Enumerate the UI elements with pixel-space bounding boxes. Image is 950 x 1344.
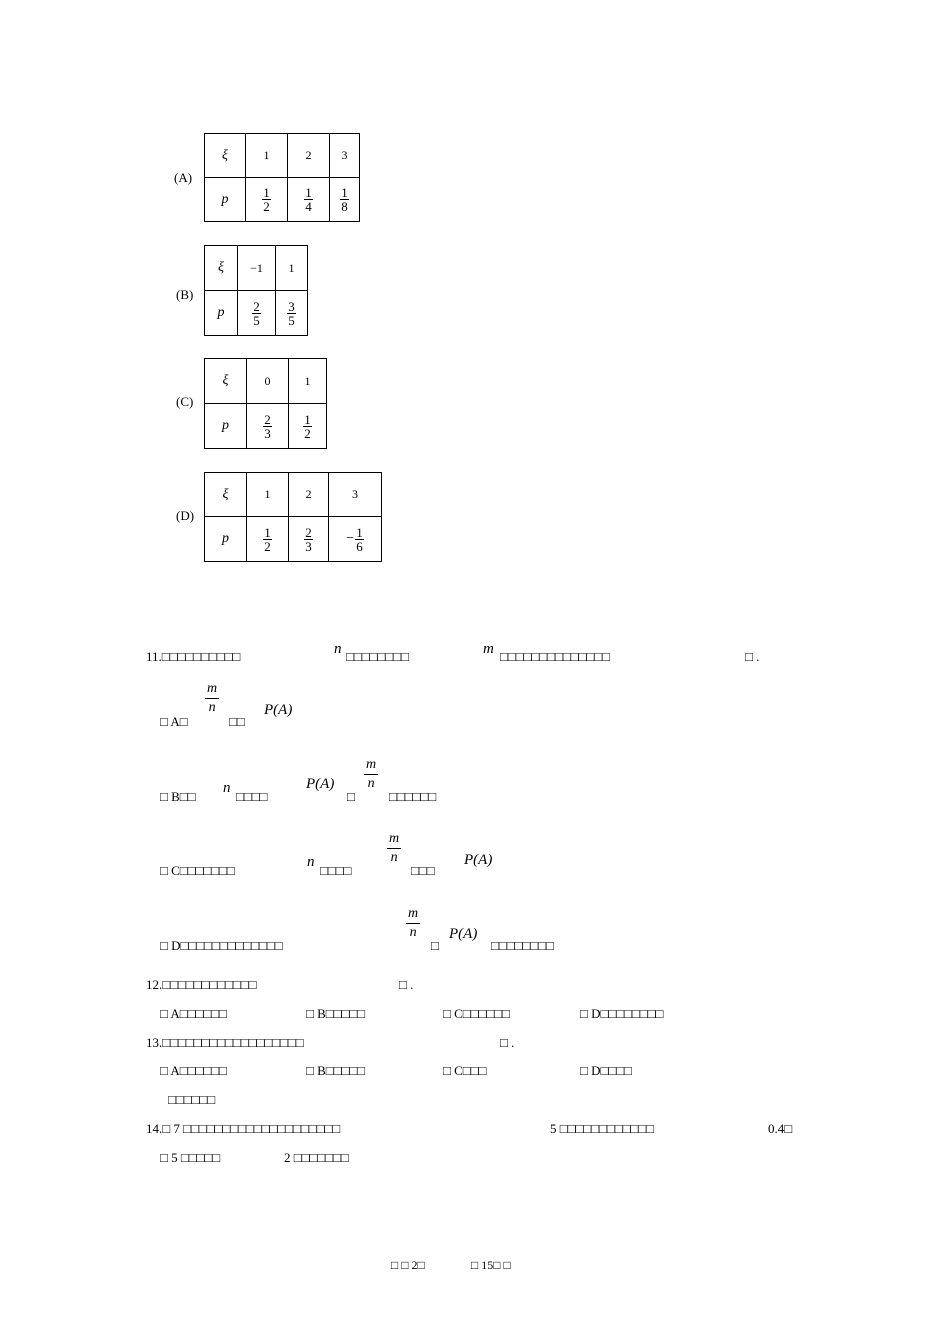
option-label-b: (B): [176, 287, 194, 302]
q14-stem-part: 0.4□: [768, 1121, 793, 1136]
q11-stem-end: □ .: [745, 649, 760, 664]
q13-stem: 13.□□□□□□□□□□□□□□□□□□: [146, 1035, 304, 1050]
value-cell: 2: [288, 134, 330, 178]
fraction-m-over-n: $\frac{m}{n}$: [408, 906, 419, 940]
value-cell: 1: [247, 473, 289, 517]
prob-cell: [238, 291, 276, 336]
fraction: $\frac{1}{6}$: [356, 524, 363, 554]
q14-line2-part: 2 □□□□□□□: [284, 1150, 349, 1165]
q14-line2: □ 5 □□□□□: [160, 1150, 221, 1165]
q11-stem: 11.□□□□□□□□□□: [146, 649, 241, 664]
q12-option-c: □ C□□□□□□: [443, 1006, 510, 1021]
q11-option-b-part: □□□□□□: [389, 789, 437, 804]
xi-header: ξ: [205, 473, 247, 517]
q14-stem: 14.□ 7 □□□□□□□□□□□□□□□□□□□□: [146, 1121, 341, 1136]
xi-header: ξ: [205, 359, 247, 404]
q11-option-a: □ A□: [160, 714, 188, 729]
q11-option-b-part: □□□□: [236, 789, 268, 804]
math-n: n: [307, 854, 315, 870]
value-cell: 1: [289, 359, 327, 404]
math-n: n: [334, 641, 342, 657]
q11-option-d-part: □□□□□□□□: [491, 938, 554, 953]
q12-stem-end: □ .: [399, 977, 414, 992]
value-cell: 3: [329, 473, 382, 517]
math-pa: P(A): [449, 926, 478, 942]
q12-option-a: □ A□□□□□□: [160, 1006, 227, 1021]
math-m: m: [483, 641, 494, 657]
math-pa: P(A): [264, 702, 293, 718]
page-total: □ 15□ □: [471, 1258, 511, 1272]
fraction: $\frac{1}{2}$: [304, 411, 311, 441]
xi-header: ξ: [205, 246, 238, 291]
p-header: p: [205, 517, 247, 562]
option-label-c: (C): [176, 394, 194, 409]
prob-cell: [289, 517, 329, 562]
q11-option-a-part: □□: [229, 714, 245, 729]
prob-cell: [288, 178, 330, 222]
q13-option-d-continued: □□□□□□: [168, 1092, 216, 1107]
fraction: $\frac{2}{3}$: [305, 524, 312, 554]
prob-cell: [276, 291, 308, 336]
q13-option-d: □ D□□□□: [580, 1063, 632, 1078]
q11-stem-part: □□□□□□□□: [346, 649, 409, 664]
q12-stem: 12.□□□□□□□□□□□□: [146, 977, 257, 992]
prob-cell: [289, 404, 327, 449]
value-cell: 0: [247, 359, 289, 404]
q11-option-d-part: □: [431, 938, 439, 953]
distribution-table-a: [204, 133, 360, 222]
prob-cell: [246, 178, 288, 222]
value-cell: 1: [276, 246, 308, 291]
q13-option-c: □ C□□□: [443, 1063, 487, 1078]
prob-cell: [330, 178, 360, 222]
fraction: $\frac{1}{2}$: [264, 524, 271, 554]
negative-sign: −: [346, 531, 355, 546]
value-cell: 1: [246, 134, 288, 178]
option-label-d: (D): [176, 508, 195, 523]
math-pa: P(A): [464, 852, 493, 868]
fraction: $\frac{1}{4}$: [305, 185, 312, 214]
xi-header: ξ: [205, 134, 246, 178]
distribution-table-c: [204, 358, 327, 449]
q14-stem-part: 5 □□□□□□□□□□□□: [550, 1121, 654, 1136]
q12-option-b: □ B□□□□□: [306, 1006, 366, 1021]
q12-option-d: □ D□□□□□□□□: [580, 1006, 664, 1021]
fraction: $\frac{2}{3}$: [264, 411, 271, 441]
value-cell: −1: [238, 246, 276, 291]
math-pa: P(A): [306, 776, 335, 792]
q13-option-b: □ B□□□□□: [306, 1063, 366, 1078]
prob-cell: [247, 404, 289, 449]
fraction: $\frac{1}{8}$: [341, 185, 348, 214]
fraction-m-over-n: $\frac{m}{n}$: [207, 681, 218, 715]
q11-option-c-part: □□□: [411, 863, 435, 878]
fraction: $\frac{1}{2}$: [263, 185, 270, 214]
page-number: □ □ 2□: [391, 1258, 425, 1272]
prob-cell: [329, 517, 382, 562]
q11-option-c-part: □□□□: [320, 863, 352, 878]
prob-cell: [247, 517, 289, 562]
value-cell: 2: [289, 473, 329, 517]
q11-stem-part: □□□□□□□□□□□□□□: [500, 649, 610, 664]
fraction: $\frac{3}{5}$: [288, 298, 295, 328]
q11-option-d: □ D□□□□□□□□□□□□□: [160, 938, 283, 953]
q13-option-a: □ A□□□□□□: [160, 1063, 227, 1078]
distribution-table-d: [204, 472, 382, 562]
option-label-a: (A): [174, 170, 193, 185]
p-header: p: [205, 404, 247, 449]
distribution-table-b: [204, 245, 308, 336]
fraction: $\frac{2}{5}$: [253, 298, 260, 328]
value-cell: 3: [330, 134, 360, 178]
math-n: n: [223, 780, 231, 796]
p-header: p: [205, 291, 238, 336]
q11-option-b-part: □: [347, 789, 355, 804]
q13-stem-end: □ .: [500, 1035, 515, 1050]
p-header: p: [205, 178, 246, 222]
fraction-m-over-n: $\frac{m}{n}$: [366, 757, 377, 791]
fraction-m-over-n: $\frac{m}{n}$: [389, 831, 400, 865]
q11-option-b: □ B□□: [160, 789, 196, 804]
q11-option-c: □ C□□□□□□□: [160, 863, 235, 878]
